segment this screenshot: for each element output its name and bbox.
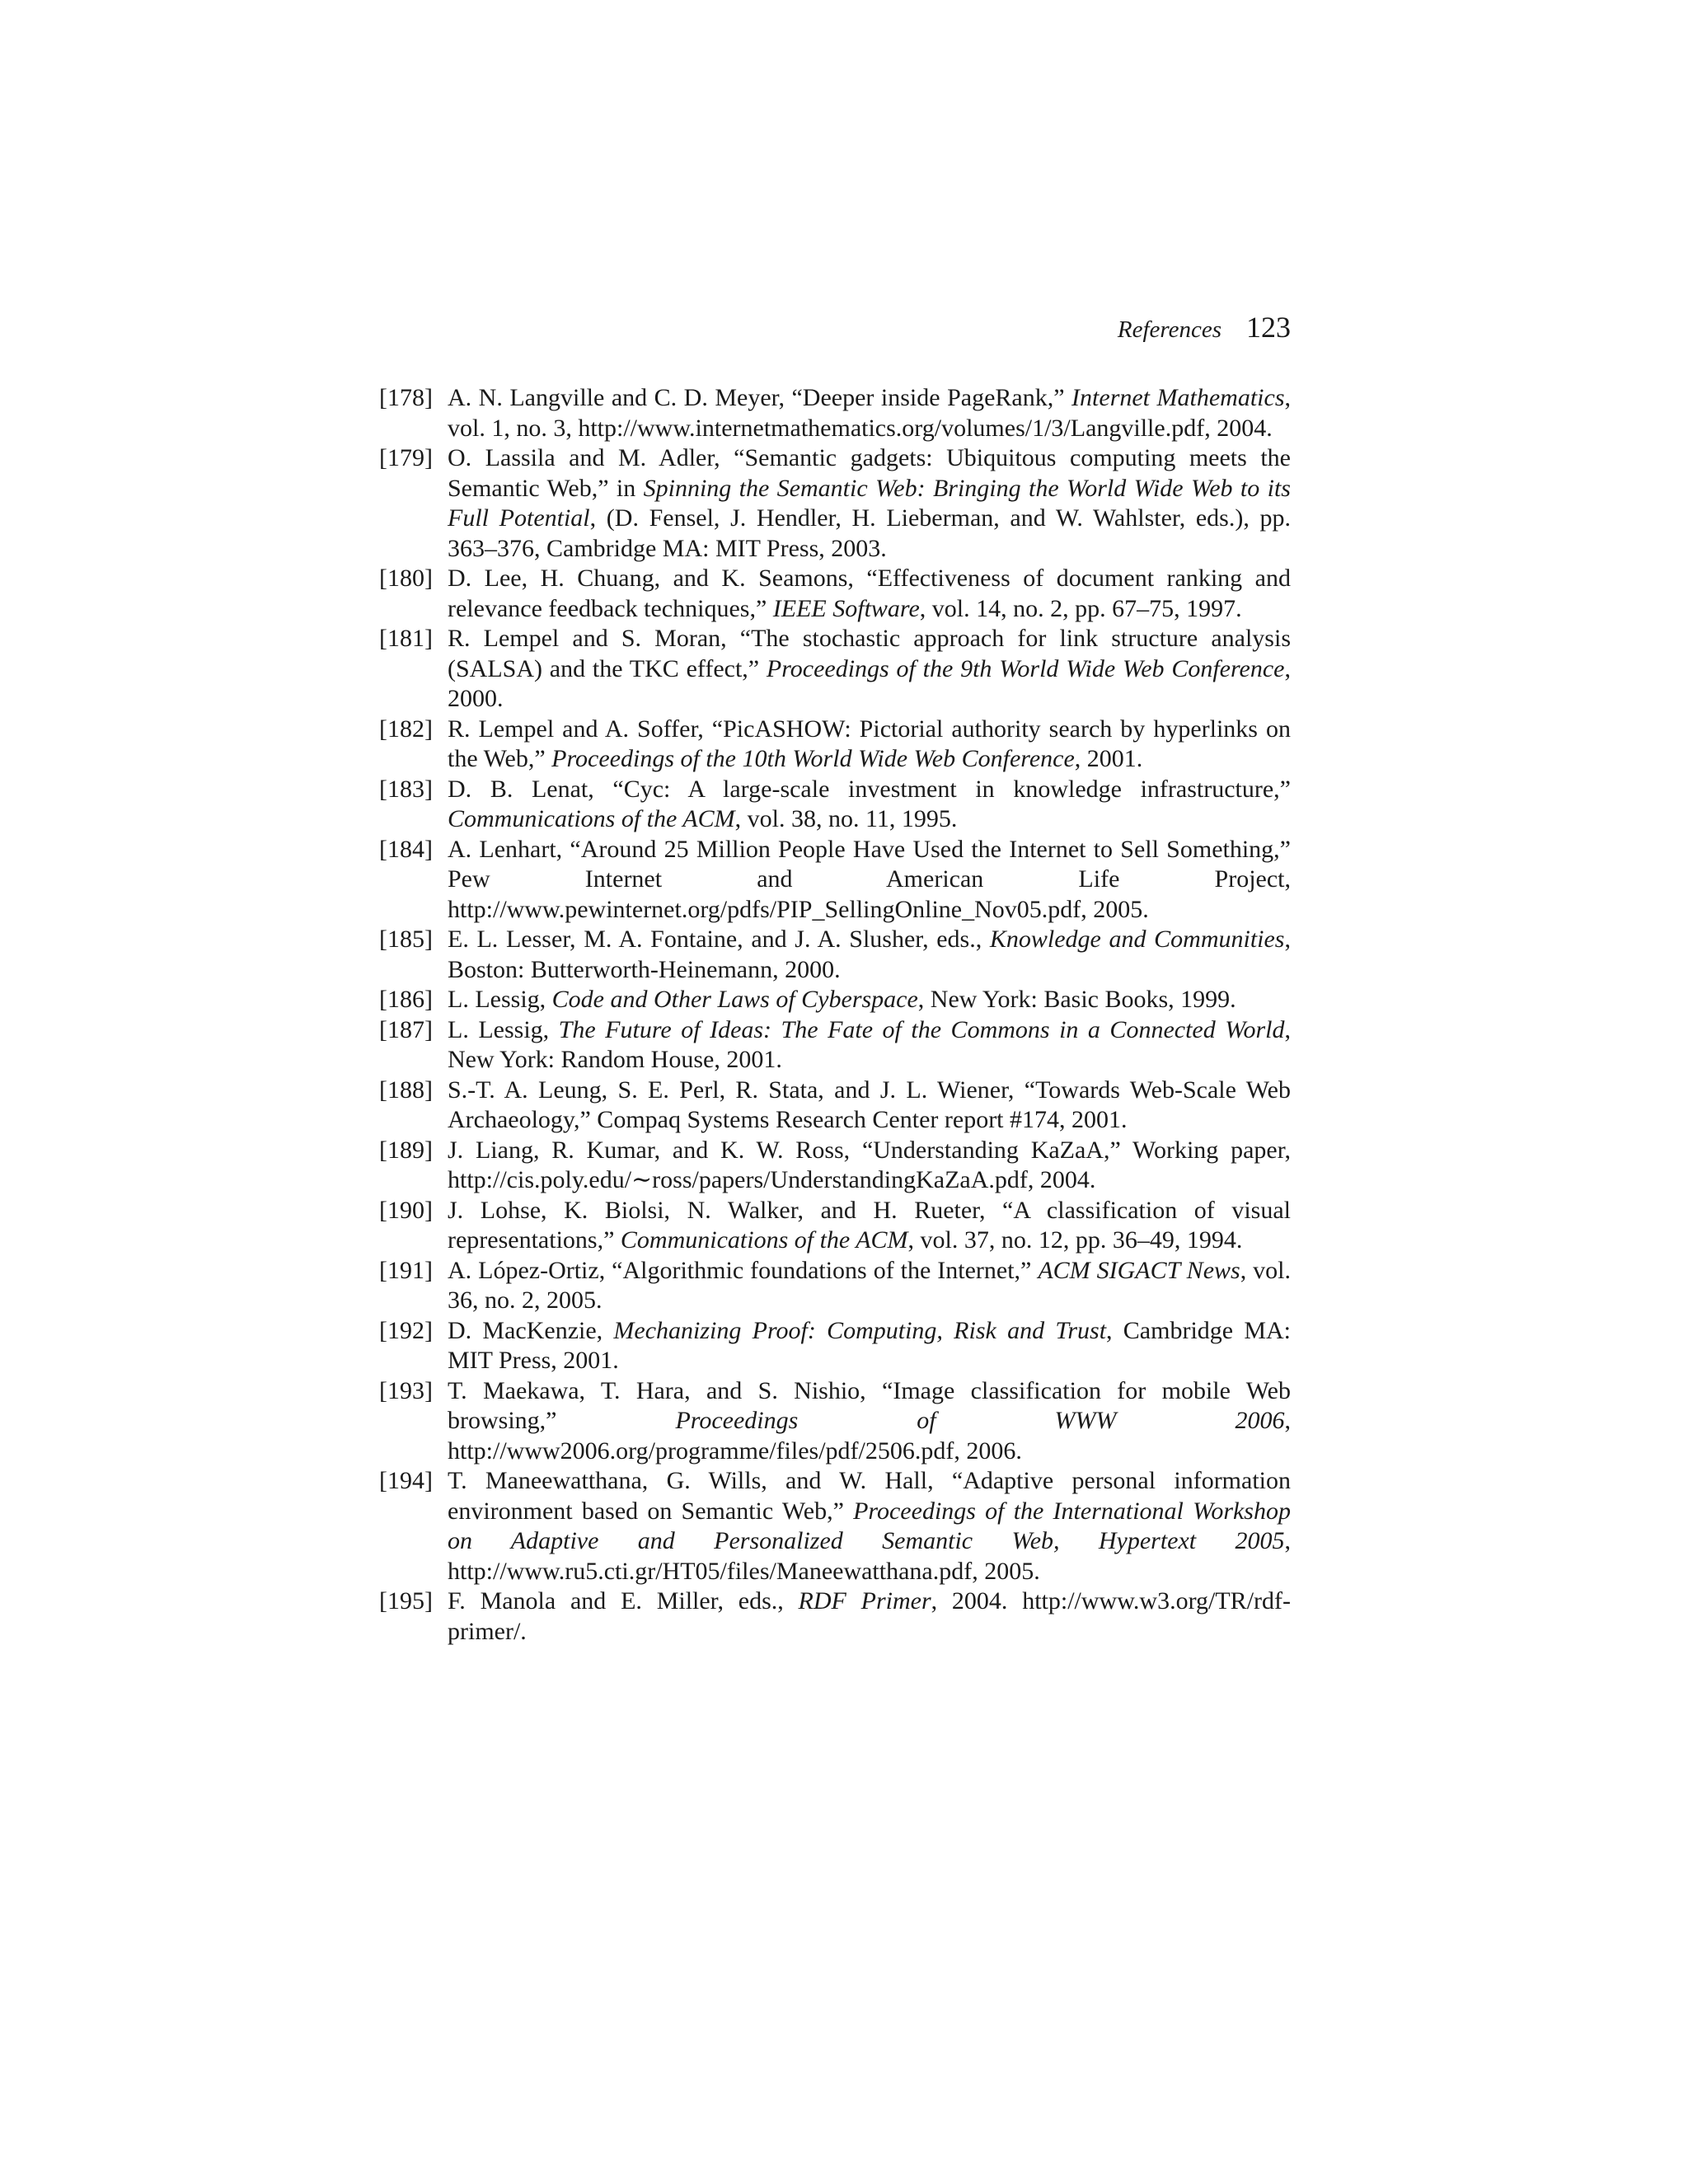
reference-text-segment: , 2000. bbox=[448, 654, 1291, 712]
reference-text-segment: F. Manola and E. Miller, eds., bbox=[448, 1587, 799, 1615]
reference-number: [193] bbox=[379, 1376, 433, 1404]
reference-entry bbox=[379, 443, 1291, 564]
reference-text bbox=[448, 1136, 1291, 1196]
page-number: 123 bbox=[1246, 311, 1291, 344]
reference-number: [195] bbox=[379, 1587, 433, 1615]
reference-text bbox=[448, 925, 1291, 985]
reference-number: [187] bbox=[379, 1015, 433, 1043]
reference-text-segment: R. Lempel and S. Moran, “The stochastic approach for link structure analysis (SALSA) and the TKC effect,” bbox=[448, 625, 1291, 682]
reference-number: [181] bbox=[379, 625, 433, 652]
reference-text-segment: D. B. Lenat, “Cyc: A large-scale investment in knowledge infrastructure,” bbox=[448, 775, 1291, 803]
reference-text bbox=[448, 1196, 1291, 1256]
reference-text bbox=[448, 715, 1291, 775]
reference-number: [185] bbox=[379, 926, 433, 953]
reference-text bbox=[448, 775, 1291, 835]
reference-number: [189] bbox=[379, 1136, 433, 1164]
reference-text-segment: T. Maekawa, T. Hara, and S. Nishio, “Image classification for mobile Web browsing,” bbox=[448, 1376, 1291, 1434]
reference-text-segment: J. Liang, R. Kumar, and K. W. Ross, “Understanding KaZaA,” Working paper, http://cis.poly.edu/∼ross/papers/UnderstandingKaZaA.pdf, 2004. bbox=[448, 1136, 1291, 1193]
reference-text bbox=[448, 383, 1291, 443]
reference-entry bbox=[379, 925, 1291, 985]
running-head bbox=[379, 310, 1291, 344]
reference-text-segment: E. L. Lesser, M. A. Fontaine, and J. A. Slusher, eds., bbox=[448, 926, 990, 953]
reference-list bbox=[379, 383, 1291, 1647]
reference-text bbox=[448, 624, 1291, 715]
reference-entry bbox=[379, 1015, 1291, 1076]
reference-text-segment: A. N. Langville and C. D. Meyer, “Deeper inside PageRank,” bbox=[448, 384, 1072, 411]
reference-text-segment: , vol. 38, no. 11, 1995. bbox=[734, 805, 958, 832]
reference-text bbox=[448, 564, 1291, 624]
reference-title-italic: Communications of the ACM bbox=[620, 1226, 908, 1254]
reference-text-segment: , http://www2006.org/programme/files/pdf/2506.pdf, 2006. bbox=[448, 1407, 1291, 1465]
reference-text bbox=[448, 1015, 1291, 1076]
reference-number: [178] bbox=[379, 384, 433, 411]
reference-text bbox=[448, 1586, 1291, 1647]
reference-title-italic: Proceedings of WWW 2006 bbox=[675, 1407, 1285, 1434]
reference-number: [186] bbox=[379, 986, 433, 1013]
reference-number: [194] bbox=[379, 1467, 433, 1494]
reference-text-segment: , Boston: Butterworth-Heinemann, 2000. bbox=[448, 926, 1291, 983]
reference-text-segment: R. Lempel and A. Soffer, “PicASHOW: Pictorial authority search by hyperlinks on the Web,” bbox=[448, 715, 1291, 772]
reference-number: [188] bbox=[379, 1076, 433, 1104]
reference-title-italic: Proceedings of the 9th World Wide Web Conference bbox=[766, 654, 1285, 682]
reference-number: [183] bbox=[379, 775, 433, 803]
reference-entry bbox=[379, 1316, 1291, 1376]
reference-text-segment: L. Lessig, bbox=[448, 1015, 559, 1043]
reference-title-italic: Knowledge and Communities bbox=[989, 926, 1285, 953]
reference-text bbox=[448, 835, 1291, 926]
reference-title-italic: Proceedings of the 10th World Wide Web Conference bbox=[551, 745, 1075, 772]
reference-number: [190] bbox=[379, 1196, 433, 1224]
reference-title-italic: Code and Other Laws of Cyberspace bbox=[551, 986, 918, 1013]
reference-text bbox=[448, 1076, 1291, 1136]
reference-text-segment: A. López-Ortiz, “Algorithmic foundations of the Internet,” bbox=[448, 1256, 1039, 1284]
reference-entry bbox=[379, 1256, 1291, 1316]
reference-text bbox=[448, 985, 1291, 1015]
reference-text-segment: S.-T. A. Leung, S. E. Perl, R. Stata, and J. L. Wiener, “Towards Web-Scale Web Archaeology,” Compaq Systems Research Center report #174, 2001. bbox=[448, 1076, 1291, 1133]
reference-text-segment: , vol. 14, no. 2, pp. 67–75, 1997. bbox=[919, 594, 1242, 622]
reference-text-segment: D. Lee, H. Chuang, and K. Seamons, “Effectiveness of document ranking and relevance feedback techniques,” bbox=[448, 565, 1291, 622]
reference-entry bbox=[379, 1466, 1291, 1586]
reference-text-segment: , 2001. bbox=[1074, 745, 1143, 772]
reference-title-italic: Spinning the Semantic Web: Bringing the World Wide Web to its Full Potential bbox=[448, 474, 1291, 532]
reference-number: [192] bbox=[379, 1316, 433, 1344]
reference-number: [180] bbox=[379, 565, 433, 592]
reference-text-segment: T. Maneewatthana, G. Wills, and W. Hall, “Adaptive personal information environment based on Semantic Web,” bbox=[448, 1467, 1291, 1525]
reference-text-segment: L. Lessig, bbox=[448, 986, 552, 1013]
reference-text-segment: D. MacKenzie, bbox=[448, 1316, 614, 1344]
reference-number: [184] bbox=[379, 835, 433, 863]
reference-entry bbox=[379, 775, 1291, 835]
reference-title-italic: Proceedings of the International Workshop on Adaptive and Personalized Semantic Web, Hypertext 2005 bbox=[448, 1497, 1291, 1554]
reference-text-segment: , Cambridge MA: MIT Press, 2001. bbox=[448, 1316, 1292, 1374]
reference-title-italic: IEEE Software bbox=[772, 594, 920, 622]
reference-text-segment: , vol. 37, no. 12, pp. 36–49, 1994. bbox=[907, 1226, 1243, 1254]
reference-entry bbox=[379, 383, 1291, 443]
reference-title-italic: Internet Mathematics bbox=[1071, 384, 1285, 411]
reference-text-segment: , http://www.ru5.cti.gr/HT05/files/Maneewatthana.pdf, 2005. bbox=[448, 1527, 1291, 1585]
reference-text bbox=[448, 443, 1291, 564]
reference-title-italic: Communications of the ACM bbox=[448, 805, 735, 832]
reference-entry bbox=[379, 985, 1291, 1015]
reference-entry bbox=[379, 1196, 1291, 1256]
reference-text bbox=[448, 1466, 1291, 1586]
reference-title-italic: Mechanizing Proof: Computing, Risk and Trust bbox=[613, 1316, 1107, 1344]
reference-entry bbox=[379, 715, 1291, 775]
reference-text-segment: O. Lassila and M. Adler, “Semantic gadgets: Ubiquitous computing meets the Semantic Web,” in bbox=[448, 444, 1291, 502]
reference-text-segment: , 2004. http://www.w3.org/TR/rdf-primer/. bbox=[448, 1587, 1291, 1645]
reference-text-segment: , vol. 36, no. 2, 2005. bbox=[448, 1256, 1291, 1314]
reference-entry bbox=[379, 1586, 1291, 1647]
reference-text-segment: A. Lenhart, “Around 25 Million People Have Used the Internet to Sell Something,” Pew Internet and American Life Project, http://www.pewinternet.org/pdfs/PIP_SellingOnline_Nov05.pdf, 2005. bbox=[448, 835, 1291, 923]
reference-number: [191] bbox=[379, 1256, 433, 1284]
reference-entry bbox=[379, 1376, 1291, 1467]
running-head-section: References bbox=[1117, 316, 1221, 343]
reference-text-segment: , vol. 1, no. 3, http://www.internetmathematics.org/volumes/1/3/Langville.pdf, 2004. bbox=[448, 384, 1291, 442]
reference-number: [179] bbox=[379, 444, 433, 471]
reference-entry bbox=[379, 835, 1291, 926]
reference-entry bbox=[379, 1136, 1291, 1196]
reference-text-segment: J. Lohse, K. Biolsi, N. Walker, and H. Rueter, “A classification of visual representations,” bbox=[448, 1196, 1291, 1254]
reference-text bbox=[448, 1256, 1291, 1316]
reference-entry bbox=[379, 564, 1291, 624]
reference-entry bbox=[379, 624, 1291, 715]
reference-text-segment: , (D. Fensel, J. Hendler, H. Lieberman, and W. Wahlster, eds.), pp. 363–376, Cambridge MA: MIT Press, 2003. bbox=[448, 504, 1291, 562]
reference-entry bbox=[379, 1076, 1291, 1136]
reference-text-segment: , New York: Random House, 2001. bbox=[448, 1015, 1291, 1073]
reference-text-segment: , New York: Basic Books, 1999. bbox=[917, 986, 1236, 1013]
reference-text bbox=[448, 1316, 1291, 1376]
reference-number: [182] bbox=[379, 715, 433, 743]
reference-title-italic: ACM SIGACT News bbox=[1038, 1256, 1240, 1284]
reference-text bbox=[448, 1376, 1291, 1467]
reference-title-italic: The Future of Ideas: The Fate of the Commons in a Connected World bbox=[558, 1015, 1285, 1043]
reference-title-italic: RDF Primer bbox=[798, 1587, 931, 1615]
